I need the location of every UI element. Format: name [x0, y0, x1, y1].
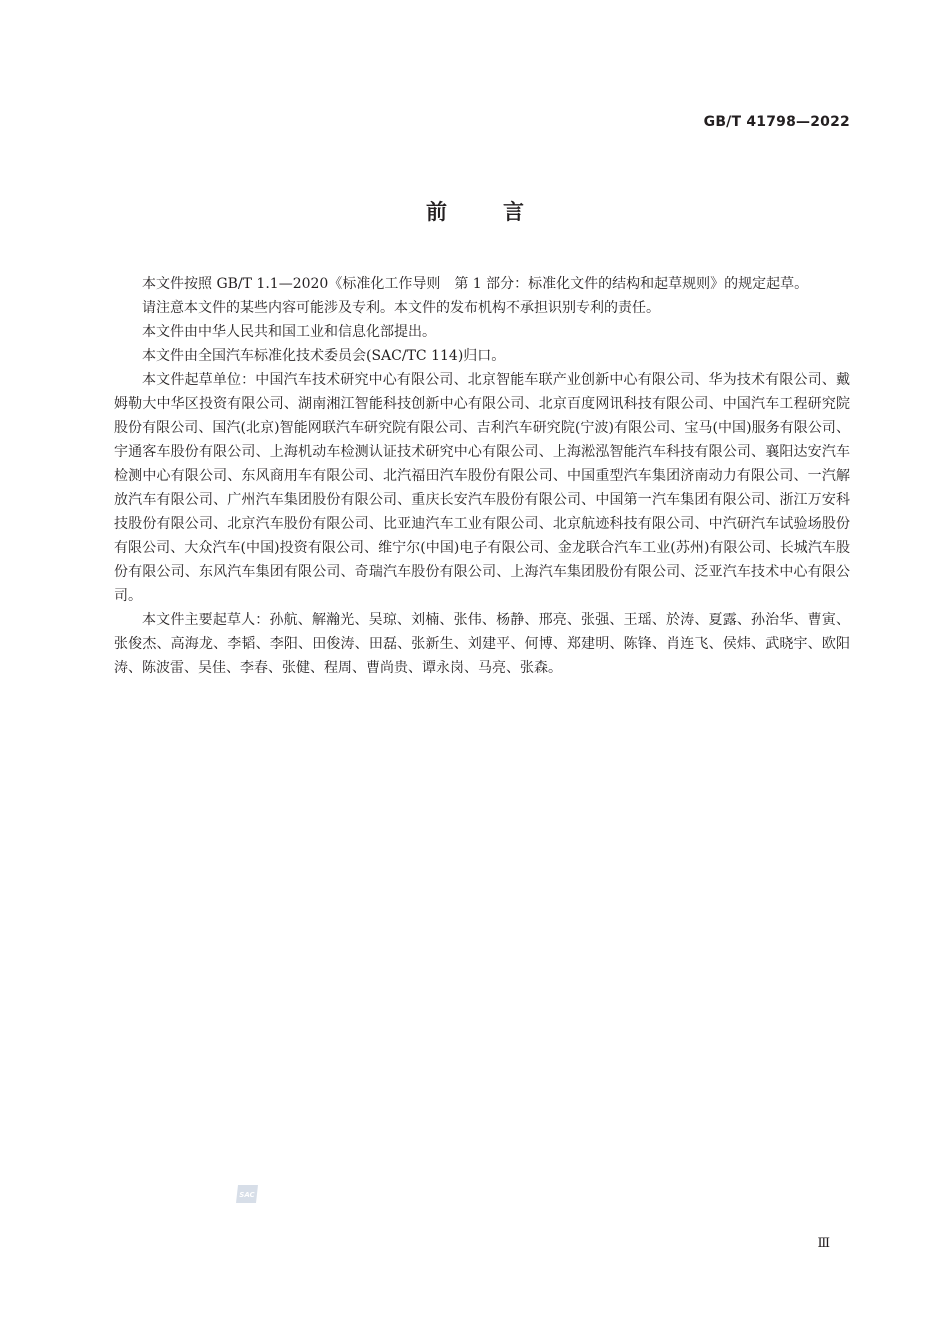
paragraph-under-jurisdiction: 本文件由全国汽车标准化技术委员会(SAC/TC 114)归口。 — [142, 348, 506, 364]
paragraph-drafting-rules: 本文件按照 GB/T 1.1—2020《标准化工作导则 第 1 部分：标准化文件的结构和起草规则》的规定起草。 — [142, 276, 809, 292]
document-body — [114, 272, 850, 680]
paragraph-drafting-organizations: 本文件起草单位：中国汽车技术研究中心有限公司、北京智能车联产业创新中心有限公司、华为技术有限公司、戴姆勒大中华区投资有限公司、湖南湘江智能科技创新中心有限公司、北京百度网讯科技有限公司、中国汽车工程研究院股份有限公司、国汽(北京)智能网联汽车研究院有限公司、吉利汽车研究院(宁波)有限公司、宝马(中国)服务有限公司、宇通客车股份有限公司、上海机动车检测认证技术研究中心有限公司、上海淞泓智能汽车科技有限公司、襄阳达安汽车检测中心有限公司、东风商用车有限公司、北汽福田汽车股份有限公司、中国重型汽车集团济南动力有限公司、一汽解放汽车有限公司、广州汽车集团股份有限公司、重庆长安汽车股份有限公司、中国第一汽车集团有限公司、浙江万安科技股份有限公司、北京汽车股份有限公司、比亚迪汽车工业有限公司、北京航迹科技有限公司、中汽研汽车试验场股份有限公司、大众汽车(中国)投资有限公司、维宁尔(中国)电子有限公司、金龙联合汽车工业(苏州)有限公司、长城汽车股份有限公司、东风汽车集团有限公司、奇瑞汽车股份有限公司、上海汽车集团股份有限公司、泛亚汽车技术中心有限公司。 — [114, 372, 850, 604]
page-title: 前言 — [426, 200, 580, 224]
paragraph-patent-notice: 请注意本文件的某些内容可能涉及专利。本文件的发布机构不承担识别专利的责任。 — [142, 300, 660, 316]
svg-text:SAC: SAC — [239, 1191, 255, 1199]
standard-number: GB/T 41798—2022 — [703, 114, 850, 130]
paragraph-proposed-by: 本文件由中华人民共和国工业和信息化部提出。 — [142, 324, 436, 340]
page-number: Ⅲ — [817, 1236, 830, 1251]
sac-logo-watermark — [234, 1183, 260, 1205]
paragraph-main-drafters: 本文件主要起草人：孙航、解瀚光、吴琼、刘楠、张伟、杨静、邢亮、张强、王瑶、於涛、夏露、孙治华、曹寅、张俊杰、高海龙、李韬、李阳、田俊涛、田磊、张新生、刘建平、何博、郑建明、陈锋、肖连飞、侯炜、武晓宇、欧阳涛、陈波雷、吴佳、李春、张健、程周、曹尚贵、谭永岗、马亮、张森。 — [114, 612, 850, 676]
